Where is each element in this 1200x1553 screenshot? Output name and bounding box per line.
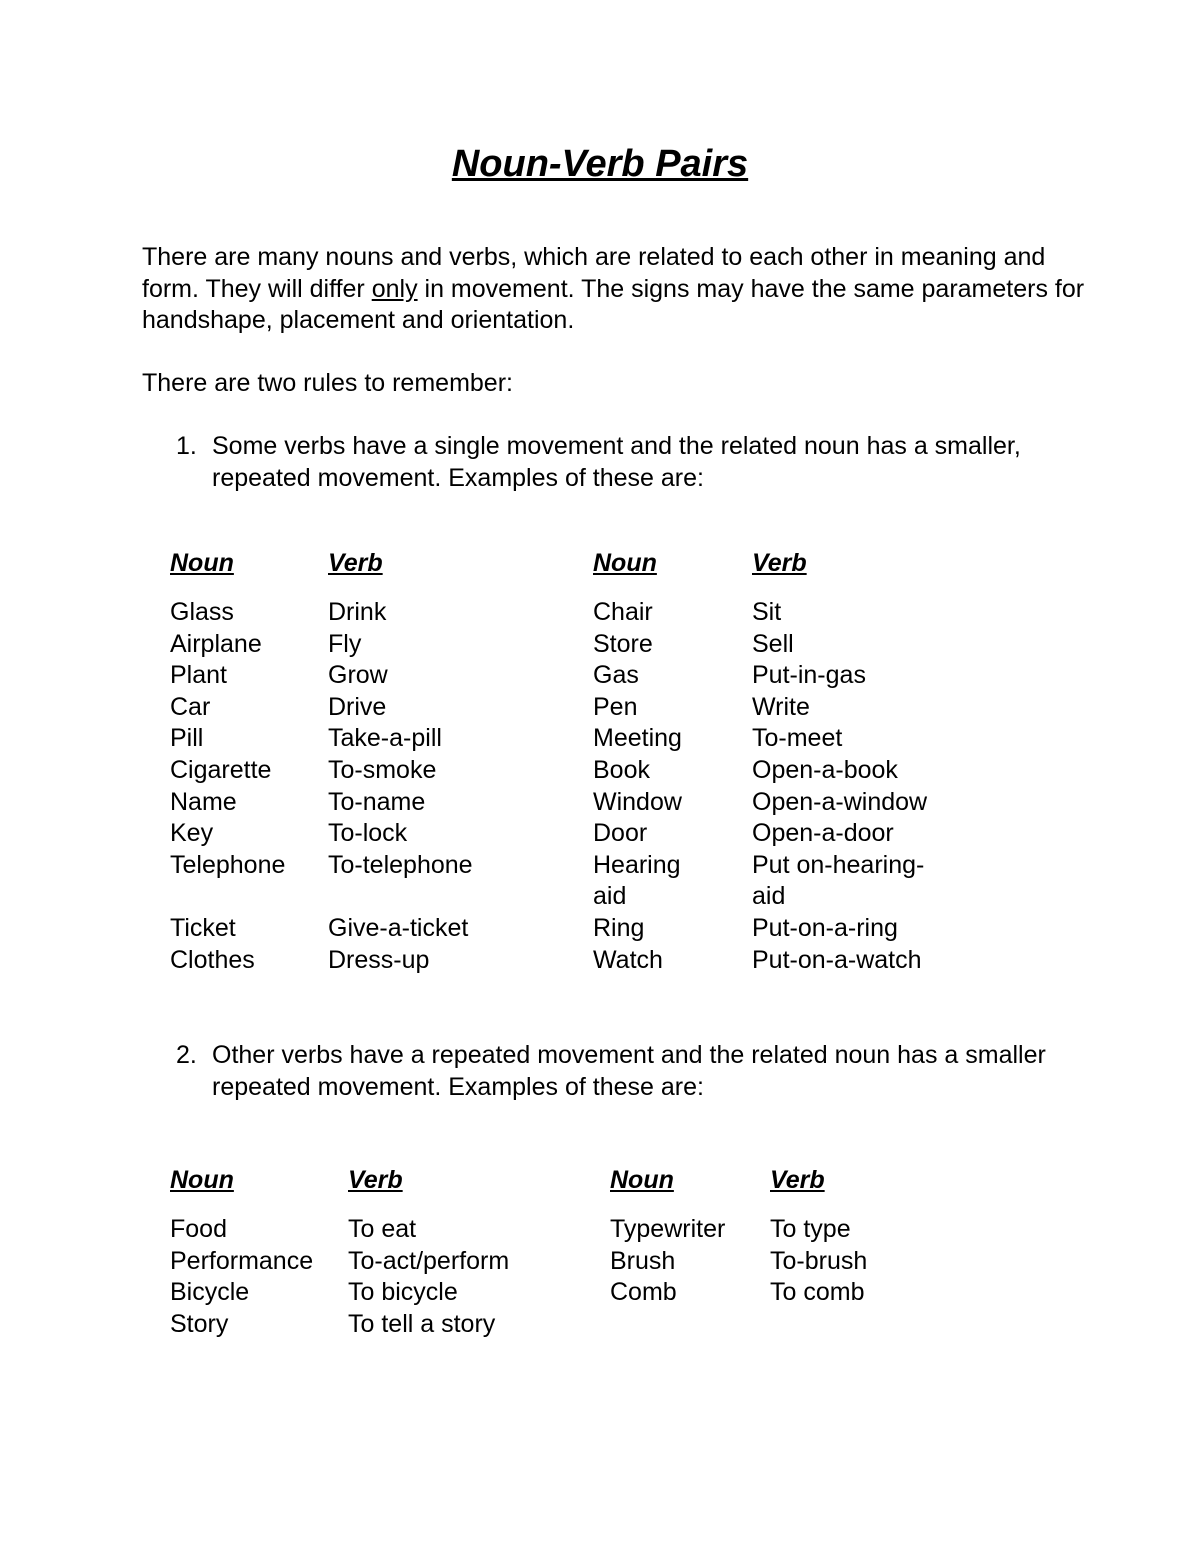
table1-left-verb: To-telephone [328,850,473,879]
table1-right-verb: Write [752,692,810,721]
table1-right-noun: Pen [593,692,638,721]
table2-left-noun: Food [170,1215,227,1243]
table1-right-verb: Put-in-gas [752,661,866,690]
table2-left-verb-column [348,1165,509,1340]
table1-right-verb: Put on-hearing- [752,850,925,879]
table2-left-noun-header: Noun [170,1166,234,1194]
table1-left-noun: Glass [170,598,234,626]
table1-left-noun: Car [170,692,211,721]
table1-right-verb: aid [752,882,786,911]
table1-left-verb-column [328,548,473,976]
table1-left-verb-header: Verb [328,549,383,577]
table1-left-verb: Take-a-pill [328,724,442,753]
table1-left-verb: To-smoke [328,755,437,784]
table1-right-verb-header: Verb [752,549,807,577]
table2-right-verb-header: Verb [770,1166,825,1194]
table2-right-verb: To type [770,1215,851,1243]
table1-right-noun: aid [593,882,627,911]
table2-left-verb: To-act/perform [348,1246,510,1275]
table1-right-verb: Open-a-book [752,755,898,784]
table2-right-noun-header: Noun [610,1166,674,1194]
table1-right-verb: Sit [752,598,782,626]
table1-right-noun: Door [593,819,648,848]
page-title: Noun-Verb Pairs [451,143,749,185]
table1-right-noun-column [593,548,682,976]
intro-text-part2: in movement. The signs may have the same parameters for handshape, placement and orientation. [142,274,1085,334]
table1-right-noun: Book [593,755,650,784]
table2-left-noun: Performance [170,1246,314,1275]
table1-left-verb: To-name [328,787,426,816]
table1-left-noun: Telephone [170,850,286,879]
table2-left-noun: Story [170,1309,229,1338]
table2-left-noun-column [170,1165,313,1340]
table2-right-verb-column [770,1165,867,1309]
table1-right-noun: Chair [593,598,653,626]
table2-right-noun: Brush [610,1246,676,1275]
table1-left-verb: To-lock [328,819,408,848]
table1-right-verb-column [752,548,927,976]
table2-right-verb: To comb [770,1278,865,1307]
table1-right-verb: To-meet [752,724,843,753]
table1-right-verb: Put-on-a-watch [752,945,922,974]
table1-left-noun: Clothes [170,945,255,974]
table1-right-noun: Meeting [593,724,682,753]
table1-left-noun: Name [170,787,237,816]
table2-right-noun: Comb [610,1278,677,1307]
rules-intro: There are two rules to remember: [142,369,513,397]
intro-text-part1: There are many nouns and verbs, which are related to each other in meaning and form. They will differ [142,243,1046,303]
intro-emphasis: only [371,274,418,303]
table2-right-verb: To-brush [770,1246,868,1275]
table1-left-verb: Drink [328,598,387,626]
table1-left-noun: Pill [170,724,204,753]
table1-right-noun: Gas [593,661,639,690]
table1-right-noun: Watch [593,945,663,974]
table1-right-noun: Window [593,787,682,816]
table1-left-verb [328,881,473,913]
table1-right-noun: Store [593,629,653,658]
table1-left-noun: Airplane [170,629,262,658]
table1-left-noun [170,881,285,913]
table2-right-noun: Typewriter [610,1215,726,1243]
table1-left-verb: Grow [328,661,388,690]
rule-1-text: Some verbs have a single movement and the related noun has a smaller, repeated movement. Examples of these are: [212,432,1021,492]
rule-2-number: 2. [176,1041,197,1069]
table1-right-noun: Hearing [593,850,681,879]
table1-right-noun: Ring [593,913,645,942]
table1-left-noun: Key [170,819,214,848]
table1-left-verb: Dress-up [328,945,430,974]
table1-left-noun-column [170,548,285,976]
table1-left-noun-header: Noun [170,549,234,577]
table2-left-verb: To bicycle [348,1278,458,1307]
table1-left-verb: Give-a-ticket [328,913,469,942]
table2-left-verb: To tell a story [348,1309,496,1338]
table1-left-noun: Plant [170,661,227,690]
table1-right-noun-header: Noun [593,549,657,577]
table1-right-verb: Open-a-door [752,819,894,848]
table1-left-verb: Fly [328,629,362,658]
table2-right-noun-column [610,1165,725,1309]
table1-right-verb: Put-on-a-ring [752,913,898,942]
table1-left-noun: Ticket [170,913,236,942]
table1-right-verb: Open-a-window [752,787,928,816]
intro-paragraph [142,242,1102,337]
rule-1-number: 1. [176,432,197,460]
table1-left-verb: Drive [328,692,387,721]
table2-left-verb: To eat [348,1215,417,1243]
table1-left-noun: Cigarette [170,755,272,784]
table1-right-verb: Sell [752,629,794,658]
table2-left-noun: Bicycle [170,1278,250,1307]
table2-left-verb-header: Verb [348,1166,403,1194]
rule-2-text: Other verbs have a repeated movement and the related noun has a smaller repeated movement. Examples of these are: [212,1041,1046,1101]
